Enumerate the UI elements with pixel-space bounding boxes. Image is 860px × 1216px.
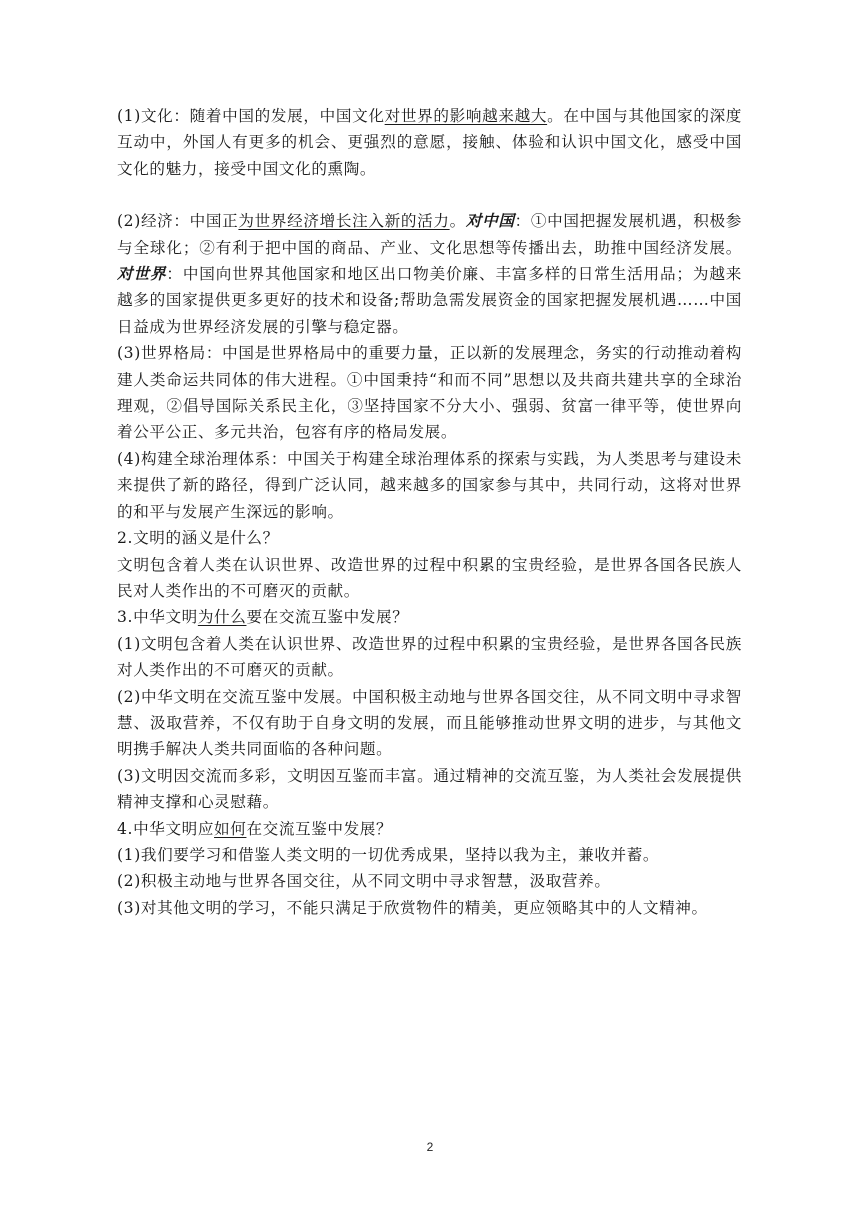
question-3-item: (1)文明包含着人类在认识世界、改造世界的过程中积累的宝贵经验，是世界各国各民族对人类作出的不可磨灭的贡献。 xyxy=(117,634,742,680)
question-3-item: (2)中华文明在交流互鉴中发展。中国积极主动地与世界各国交往，从不同文明中寻求智慧、汲取营养，不仅有助于自身文明的发展，而且能够推动世界文明的进步，与其他文明携手解决人类共同面临的各种问题。 xyxy=(117,687,742,759)
question-4-item: (3)对其他文明的学习，不能只满足于欣赏物件的精美，更应领略其中的人文精神。 xyxy=(117,898,708,917)
economy-for-china-text: ：①中国把握发展机遇，积极参与全球化；②有利于把中国的商品、产业、文化思想等传播出去，助推中国经济发展。 xyxy=(117,212,742,257)
question-2-title: 2.文明的涵义是什么？ xyxy=(117,529,279,548)
economy-for-world-text: ：中国向世界其他国家和地区出口物美价廉、丰富多样的日常生活用品；为越来越多的国家提供更多更好的技术和设备;帮助急需发展资金的国家把握发展机遇……中国日益成为世界经济发展的引擎与稳定器。 xyxy=(117,265,742,336)
question-3-item: (3)文明因交流而多彩，文明因互鉴而丰富。通过精神的交流互鉴，为人类社会发展提供精神支撑和心灵慰藉。 xyxy=(117,766,742,812)
question-4-title-start: 4.中华文明应 xyxy=(117,819,215,838)
paragraph-global-governance: (4)构建全球治理体系：中国关于构建全球治理体系的探索与实践，为人类思考与建设未来提供了新的路径，得到广泛认同，越来越多的国家参与其中，共同行动，这将对世界的和平与发展产生深远的影响。 xyxy=(117,449,742,521)
page-number: 2 xyxy=(426,1140,434,1154)
paragraph-culture xyxy=(117,103,742,182)
economy-for-world-label: 对世界 xyxy=(117,264,167,284)
question-4-item: (1)我们要学习和借鉴人类文明的一切优秀成果，坚持以我为主，兼收并蓄。 xyxy=(117,845,660,864)
economy-period: 。 xyxy=(449,212,466,231)
paragraph-economy xyxy=(117,208,742,340)
culture-text-start: (1)文化：随着中国的发展，中国文化 xyxy=(117,107,385,125)
question-4-item: (2)积极主动地与世界各国交往，从不同文明中寻求智慧，汲取营养。 xyxy=(117,872,611,891)
question-2-answer: 文明包含着人类在认识世界、改造世界的过程中积累的宝贵经验，是世界各国各民族人民对人类作出的不可磨灭的贡献。 xyxy=(117,555,742,600)
paragraph-world-pattern: (3)世界格局：中国是世界格局中的重要力量，正以新的发展理念，务实的行动推动着构建人类命运共同体的伟大进程。①中国秉持“和而不同”思想以及共商共建共享的全球治理观，②倡导国际关系民主化，③坚持国家不分大小、强弱、贫富一律平等，使世界向着公平公正、多元共治，包容有序的格局发展。 xyxy=(117,344,742,442)
question-3-title-start: 3.中华文明 xyxy=(117,608,198,627)
economy-text-start: (2)经济：中国正 xyxy=(117,212,239,231)
economy-underlined-phrase: 为世界经济增长注入新的活力 xyxy=(238,212,450,231)
question-3-title-end: 要在交流互鉴中发展？ xyxy=(246,608,409,627)
culture-text-rest: 。在中国与其他国家的深度互动中，外国人有更多的机会、更强烈的意愿，接触、体验和认识中国文化，感受中国文化的魅力，接受中国文化的熏陶。 xyxy=(117,107,743,178)
culture-underlined-phrase: 对世界的影响越来越大 xyxy=(384,107,548,125)
question-4-title-underlined: 如何 xyxy=(214,819,247,838)
question-4-title-end: 在交流互鉴中发展？ xyxy=(246,819,393,838)
document-page xyxy=(117,103,742,921)
question-3-title xyxy=(117,604,742,630)
economy-for-china-label: 对中国 xyxy=(465,211,515,231)
question-4-title xyxy=(117,816,742,842)
question-3-title-underlined: 为什么 xyxy=(197,608,247,627)
